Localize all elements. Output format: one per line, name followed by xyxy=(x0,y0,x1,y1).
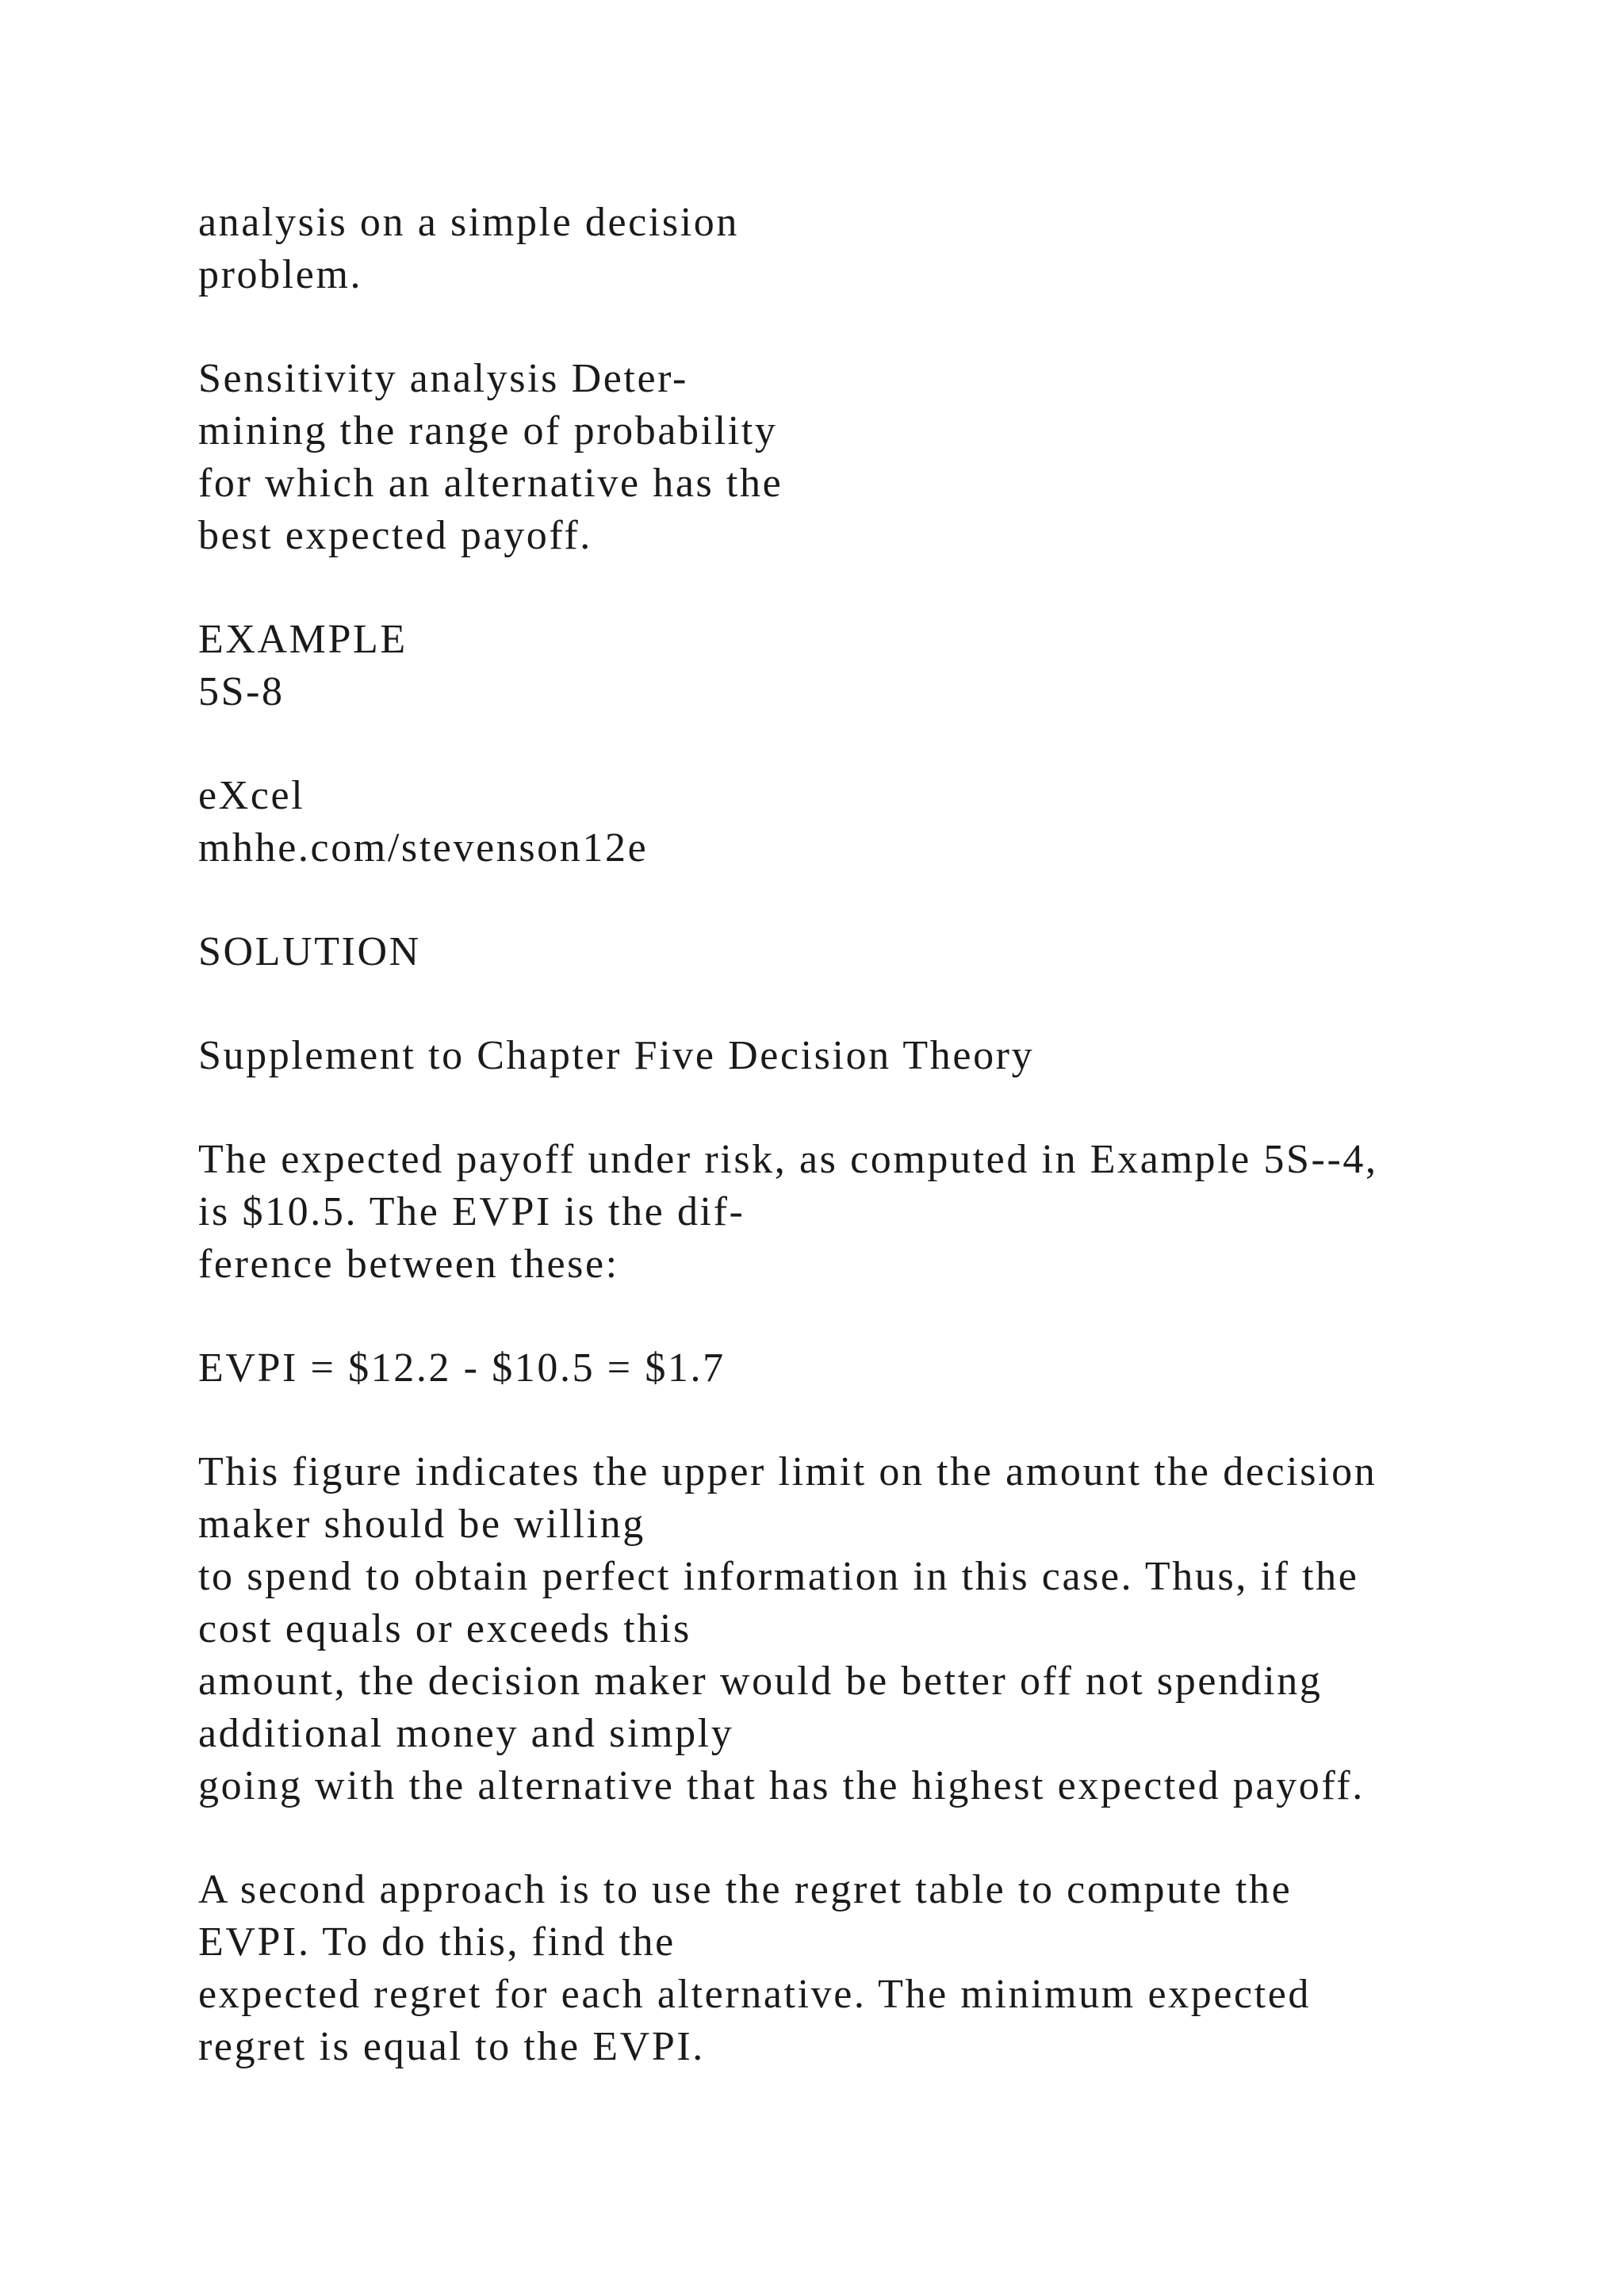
text-line: mhhe.com/stevenson12e xyxy=(198,825,649,871)
text-line: analysis on a simple decision xyxy=(198,200,739,245)
text-line: EVPI. To do this, find the xyxy=(198,1919,676,1965)
paragraph-solution-label xyxy=(198,926,1546,978)
text-line: problem. xyxy=(198,252,363,297)
text-line: best expected payoff. xyxy=(198,513,592,558)
text-line: maker should be willing xyxy=(198,1502,645,1547)
text-line: eXcel xyxy=(198,773,305,818)
text-line: is $10.5. The EVPI is the dif- xyxy=(198,1189,745,1234)
text-line: EVPI = $12.2 - $10.5 = $1.7 xyxy=(198,1345,726,1391)
paragraph-example-label xyxy=(198,614,1546,718)
text-line: regret is equal to the EVPI. xyxy=(198,2024,705,2069)
paragraph-excel-reference xyxy=(198,770,1546,874)
paragraph-evpi-equation xyxy=(198,1342,1546,1395)
text-line: 5S-8 xyxy=(198,669,285,714)
paragraph-expected-payoff-text xyxy=(198,1134,1546,1291)
text-line: cost equals or exceeds this xyxy=(198,1606,691,1651)
text-line: The expected payoff under risk, as computed in Example 5S--4, xyxy=(198,1137,1378,1182)
text-line: additional money and simply xyxy=(198,1711,734,1756)
text-line: going with the alternative that has the highest expected payoff. xyxy=(198,1763,1365,1808)
paragraph-sensitivity-definition xyxy=(198,353,1546,562)
text-line: A second approach is to use the regret table to compute the xyxy=(198,1867,1293,1912)
text-line: This figure indicates the upper limit on the amount the decision xyxy=(198,1449,1377,1494)
paragraph-intro-fragment xyxy=(198,197,1546,301)
paragraph-regret-approach-text xyxy=(198,1864,1546,2073)
text-line: mining the range of probability xyxy=(198,408,778,453)
text-line: amount, the decision maker would be better off not spending xyxy=(198,1659,1323,1704)
text-line: Supplement to Chapter Five Decision Theory xyxy=(198,1033,1035,1078)
paragraph-upper-limit-text xyxy=(198,1446,1546,1812)
text-line: ference between these: xyxy=(198,1242,619,1287)
text-line: to spend to obtain perfect information in this case. Thus, if the xyxy=(198,1554,1359,1599)
text-line: expected regret for each alternative. The minimum expected xyxy=(198,1972,1312,2017)
paragraph-supplement-header xyxy=(198,1030,1546,1082)
text-line: EXAMPLE xyxy=(198,617,408,662)
document-page xyxy=(198,197,1546,2125)
text-line: SOLUTION xyxy=(198,929,421,974)
text-line: Sensitivity analysis Deter- xyxy=(198,356,688,401)
text-line: for which an alternative has the xyxy=(198,461,783,506)
